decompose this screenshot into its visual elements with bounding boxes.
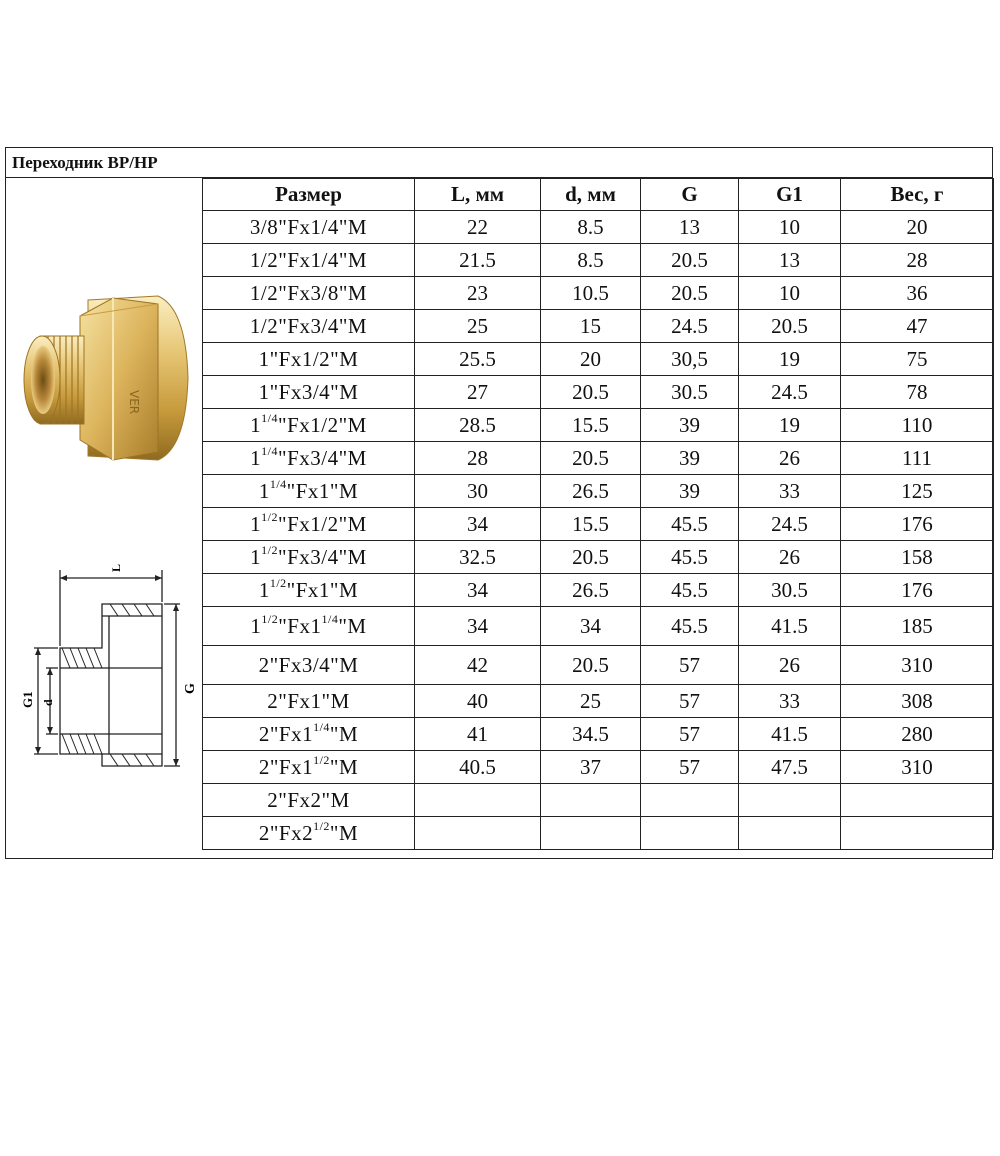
cell-G: 57 [641,718,739,751]
table-row [203,685,994,718]
cell-G1: 26 [739,541,841,574]
label-G: G [183,683,198,694]
cell-G: 39 [641,409,739,442]
cell-size [203,211,415,244]
cell-G: 45.5 [641,607,739,646]
cell-G1: 47.5 [739,751,841,784]
table-row [203,718,994,751]
cell-G1 [739,784,841,817]
cell-weight: 47 [841,310,994,343]
size-text: 1 [250,412,262,437]
cell-L: 30 [415,475,541,508]
size-text: "Fx1"M [286,478,359,503]
col-header-weight: Вес, г [841,179,994,211]
cell-size [203,574,415,607]
size-superscript: 1/2 [261,542,278,557]
cell-G: 57 [641,646,739,685]
cell-L: 21.5 [415,244,541,277]
col-header-size: Размер [203,179,415,211]
svg-text:VER: VER [127,390,141,415]
size-text: 1"Fx3/4"M [258,379,359,404]
size-text: 1 [250,445,262,470]
size-text: 1 [250,511,262,536]
cell-weight: 125 [841,475,994,508]
cell-weight: 308 [841,685,994,718]
cell-G: 57 [641,751,739,784]
size-text: "Fx1"M [286,577,359,602]
cell-weight: 310 [841,646,994,685]
cell-size [203,541,415,574]
cell-L: 27 [415,376,541,409]
table-row [203,277,994,310]
size-text: 1/2"Fx1/4"M [249,247,368,272]
cell-L: 23 [415,277,541,310]
cell-d: 20.5 [541,646,641,685]
cell-d: 15.5 [541,409,641,442]
cell-L: 40 [415,685,541,718]
cell-weight: 185 [841,607,994,646]
cell-d: 20.5 [541,442,641,475]
cell-weight: 176 [841,508,994,541]
size-text: "M [338,613,367,638]
cell-weight: 78 [841,376,994,409]
cell-L: 25.5 [415,343,541,376]
table-row [203,574,994,607]
cell-d: 26.5 [541,475,641,508]
cell-size [203,277,415,310]
table-row [203,442,994,475]
size-text: 1/2"Fx3/4"M [249,313,368,338]
cell-L: 22 [415,211,541,244]
cell-G: 39 [641,475,739,508]
cell-d: 15 [541,310,641,343]
cell-G1: 30.5 [739,574,841,607]
cell-G: 20.5 [641,244,739,277]
cell-size [203,442,415,475]
col-header-d: d, мм [541,179,641,211]
cell-size [203,409,415,442]
cell-d: 20 [541,343,641,376]
cell-d: 20.5 [541,376,641,409]
illustration-panel [6,178,202,858]
cell-weight: 111 [841,442,994,475]
cell-size [203,718,415,751]
cell-d: 20.5 [541,541,641,574]
adapter-photo [18,278,193,478]
cell-G1: 13 [739,244,841,277]
cell-d: 26.5 [541,574,641,607]
cell-L: 34 [415,607,541,646]
cell-weight: 176 [841,574,994,607]
size-superscript: 1/2 [261,611,279,626]
cell-G: 45.5 [641,508,739,541]
cell-G1: 24.5 [739,508,841,541]
cell-size [203,244,415,277]
cell-d: 15.5 [541,508,641,541]
table-row [203,211,994,244]
cell-L: 34 [415,574,541,607]
label-G1: G1 [20,691,35,708]
cell-d [541,784,641,817]
cell-d [541,817,641,850]
cell-d: 10.5 [541,277,641,310]
size-text: 3/8"Fx1/4"M [249,214,368,239]
cell-weight: 36 [841,277,994,310]
size-text: 2"Fx1 [258,754,314,779]
cell-L [415,784,541,817]
cell-G: 24.5 [641,310,739,343]
title-bar [6,148,992,178]
cell-L: 42 [415,646,541,685]
cell-size [203,376,415,409]
cell-weight: 20 [841,211,994,244]
cell-L: 34 [415,508,541,541]
table-row [203,817,994,850]
cell-size [203,784,415,817]
cell-weight: 28 [841,244,994,277]
table-row [203,244,994,277]
label-d: d [41,699,55,706]
size-text: 2"Fx2 [258,820,314,845]
cell-G: 30,5 [641,343,739,376]
cell-weight: 158 [841,541,994,574]
dimension-drawing [14,556,199,791]
size-text: "Fx1/2"M [278,511,367,536]
size-text: 2"Fx1 [258,721,314,746]
size-text: 2"Fx3/4"M [258,652,359,677]
table-row [203,751,994,784]
table-row [203,607,994,646]
cell-weight: 110 [841,409,994,442]
size-text: 1 [258,577,270,602]
cell-size [203,475,415,508]
size-text: 2"Fx1"M [267,688,350,713]
size-text: "M [329,754,359,779]
table-row [203,310,994,343]
size-superscript: 1/2 [261,509,278,524]
col-header-L: L, мм [415,179,541,211]
col-header-G1: G1 [739,179,841,211]
table-row [203,784,994,817]
table-row [203,475,994,508]
size-text: "Fx1/2"M [278,412,367,437]
cell-G1: 41.5 [739,607,841,646]
cell-G1: 26 [739,442,841,475]
cell-weight: 310 [841,751,994,784]
cell-G1: 20.5 [739,310,841,343]
table-header-row [203,179,994,211]
label-L: L [109,563,123,572]
size-text: 1 [258,478,270,503]
cell-L: 28 [415,442,541,475]
size-superscript: 1/4 [269,476,287,491]
cell-G1: 10 [739,211,841,244]
spec-table [202,178,994,850]
table-row [203,646,994,685]
cell-L: 32.5 [415,541,541,574]
cell-d: 25 [541,685,641,718]
cell-size [203,508,415,541]
size-text: "M [329,721,359,746]
spec-sheet [5,147,993,859]
cell-d: 37 [541,751,641,784]
size-text: "Fx1 [278,613,322,638]
cell-G: 39 [641,442,739,475]
cell-G1: 41.5 [739,718,841,751]
size-superscript: 1/4 [261,410,278,425]
cell-G1 [739,817,841,850]
size-text: "Fx3/4"M [278,445,367,470]
cell-L [415,817,541,850]
cell-weight: 280 [841,718,994,751]
size-text: 1 [250,544,262,569]
cell-G: 13 [641,211,739,244]
cell-G1: 10 [739,277,841,310]
table-row [203,409,994,442]
cell-size [203,607,415,646]
cell-G1: 26 [739,646,841,685]
size-text: 1"Fx1/2"M [258,346,359,371]
cell-size [203,343,415,376]
cell-size [203,817,415,850]
cell-L: 28.5 [415,409,541,442]
cell-G1: 19 [739,343,841,376]
size-superscript: 1/2 [313,818,330,833]
cell-G1: 33 [739,685,841,718]
cell-size [203,685,415,718]
cell-G [641,784,739,817]
product-title: Переходник ВР/НР [12,153,158,172]
cell-L: 40.5 [415,751,541,784]
size-text: 1 [250,613,262,638]
cell-weight [841,784,994,817]
size-superscript: 1/2 [269,575,287,590]
size-text: 1/2"Fx3/8"M [249,280,368,305]
cell-d: 8.5 [541,211,641,244]
cell-G: 45.5 [641,574,739,607]
cell-G: 30.5 [641,376,739,409]
col-header-G: G [641,179,739,211]
cell-G [641,817,739,850]
cell-d: 8.5 [541,244,641,277]
table-row [203,376,994,409]
size-superscript: 1/4 [321,611,339,626]
cell-G1: 33 [739,475,841,508]
cell-size [203,751,415,784]
size-text: 2"Fx2"M [267,787,350,812]
cell-size [203,646,415,685]
cell-size [203,310,415,343]
size-text: "M [329,820,359,845]
cell-weight [841,817,994,850]
cell-G: 45.5 [641,541,739,574]
cell-weight: 75 [841,343,994,376]
cell-d: 34 [541,607,641,646]
size-text: "Fx3/4"M [278,544,367,569]
table-row [203,508,994,541]
cell-L: 41 [415,718,541,751]
table-row [203,541,994,574]
cell-G: 57 [641,685,739,718]
table-row [203,343,994,376]
size-superscript: 1/4 [261,443,278,458]
cell-G1: 19 [739,409,841,442]
cell-L: 25 [415,310,541,343]
size-superscript: 1/2 [313,752,330,767]
size-superscript: 1/4 [313,719,330,734]
cell-G: 20.5 [641,277,739,310]
cell-G1: 24.5 [739,376,841,409]
cell-d: 34.5 [541,718,641,751]
